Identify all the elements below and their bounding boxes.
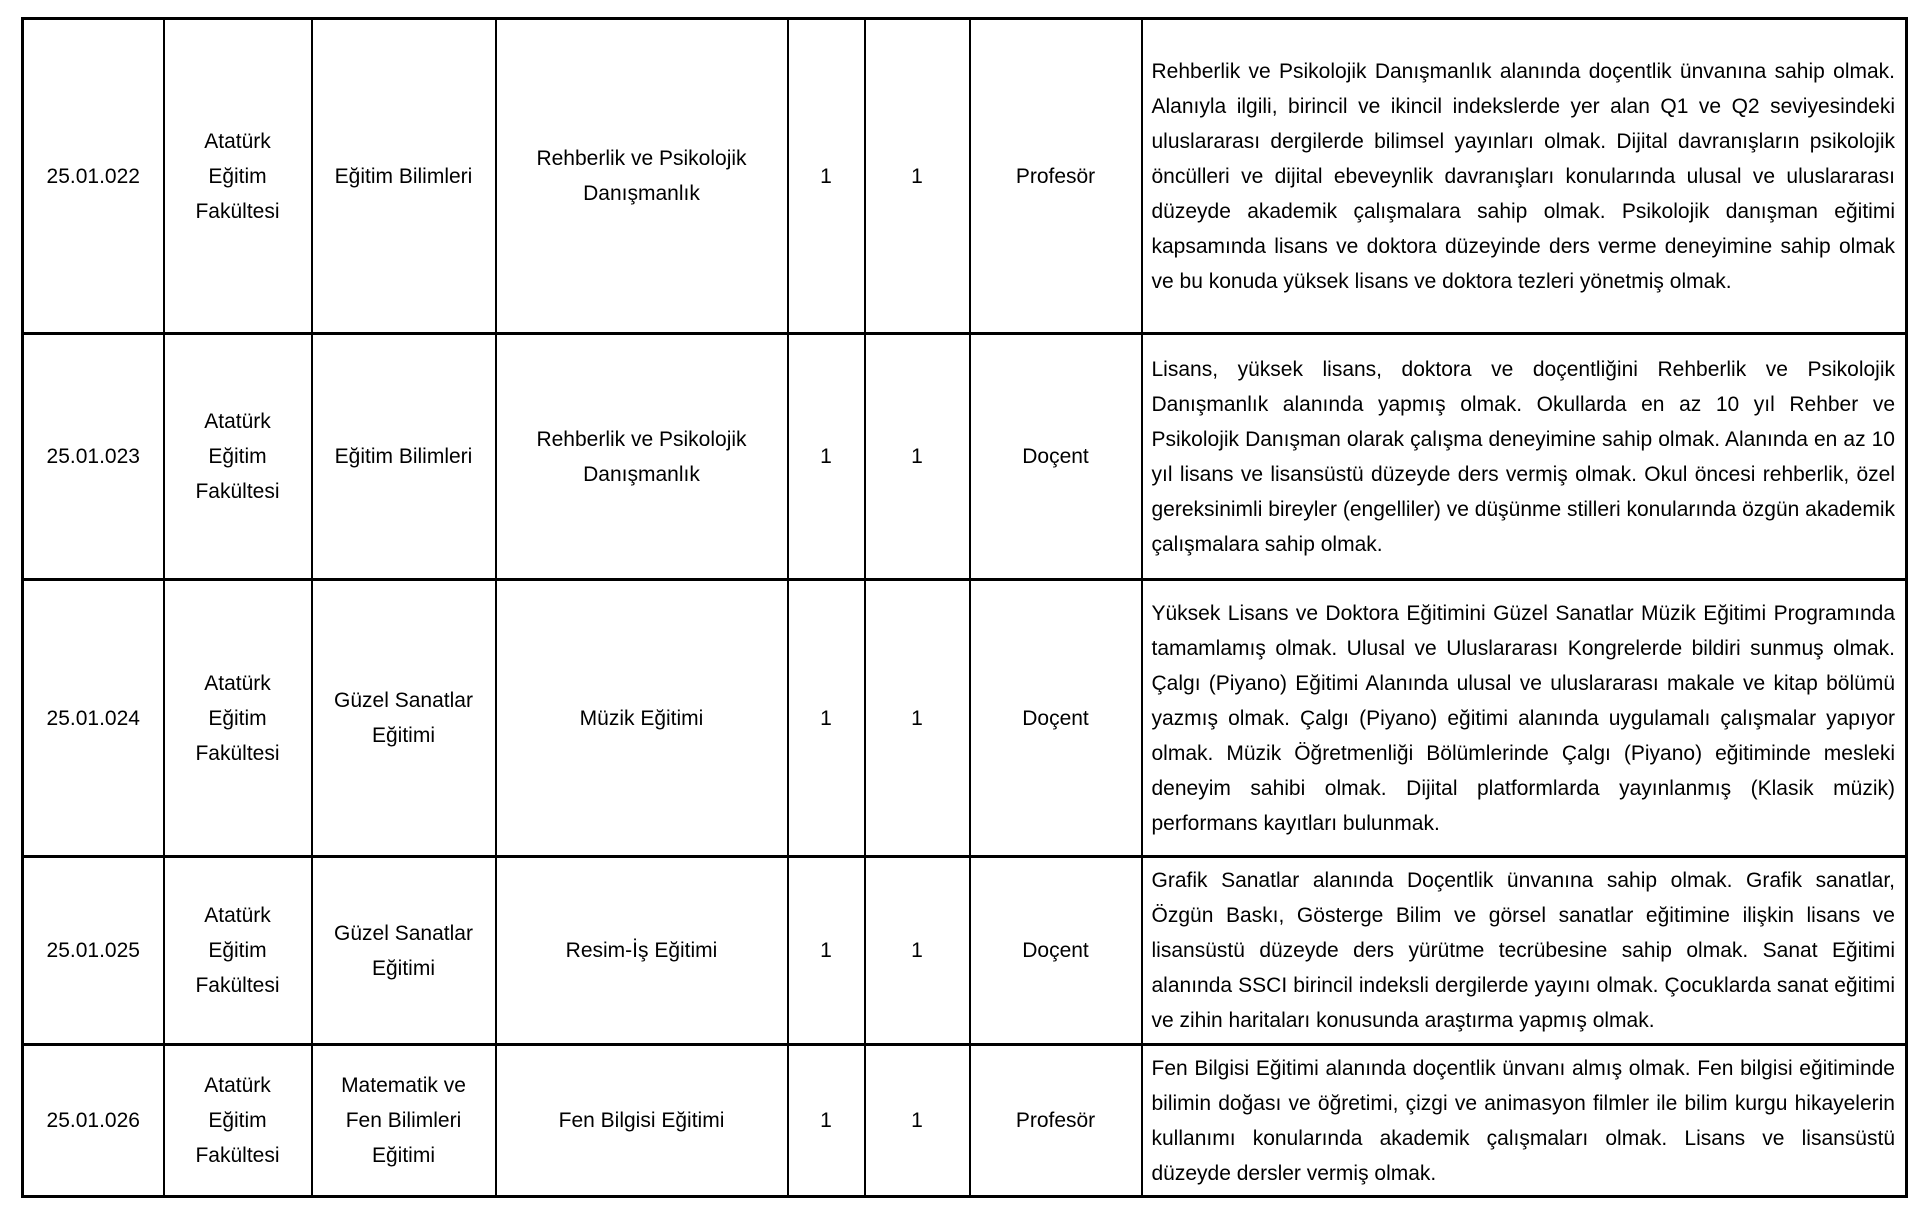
quota-count-cell: 1 (788, 857, 865, 1045)
requirements-cell: Rehberlik ve Psikolojik Danışmanlık alanında doçentlik ünvanına sahip olmak. Alanıyla ilgili, birincil ve ikincil indekslerde yer alan Q1 ve Q2 seviyesindeki uluslararası dergilerde bilimsel yayınları olmak. Dijital davranışların psikolojik öncülleri ve dijital ebeveynlik davranışları konularında ulusal ve uluslararası düzeyde akademik çalışmalara sahip olmak. Psikolojik danışman eğitimi kapsamında lisans ve doktora düzeyinde ders verme deneyimine sahip olmak ve bu konuda yüksek lisans ve doktora tezleri yönetmiş olmak. (1142, 19, 1907, 334)
announcement-code-cell: 25.01.026 (23, 1045, 164, 1197)
program-cell: Fen Bilgisi Eğitimi (496, 1045, 788, 1197)
table-row (23, 1045, 1907, 1197)
requirements-cell: Lisans, yüksek lisans, doktora ve doçentliğini Rehberlik ve Psikolojik Danışmanlık alanında yapmış olmak. Okullarda en az 10 yıl Rehber ve Psikolojik Danışman olarak çalışma deneyimine sahip olmak. Alanında en az 10 yıl lisans ve lisansüstü düzeyde ders vermiş olmak. Okul öncesi rehberlik, özel gereksinimli bireyler (engelliler) ve düşünme stilleri konularında özgün akademik çalışmalara sahip olmak. (1142, 334, 1907, 580)
department-cell: Eğitim Bilimleri (312, 19, 496, 334)
academic-title-cell: Profesör (970, 19, 1142, 334)
academic-title-cell: Doçent (970, 580, 1142, 857)
quota-count-cell: 1 (788, 334, 865, 580)
position-count-cell: 1 (865, 1045, 970, 1197)
academic-title-cell: Profesör (970, 1045, 1142, 1197)
requirements-cell: Yüksek Lisans ve Doktora Eğitimini Güzel Sanatlar Müzik Eğitimi Programında tamamlamış olmak. Ulusal ve Uluslararası Kongrelerde bildiri sunmuş olmak. Çalgı (Piyano) Eğitimi Alanında ulusal ve uluslararası makale ve kitap bölümü yazmış olmak. Çalgı (Piyano) eğitimi alanında uygulamalı çalışmalar yapıyor olmak. Müzik Öğretmenliği Bölümlerinde Çalgı (Piyano) eğitiminde mesleki deneyim sahibi olmak. Dijital platformlarda yayınlanmış (Klasik müzik) performans kayıtları bulunmak. (1142, 580, 1907, 857)
table-row (23, 19, 1907, 334)
program-cell: Rehberlik ve Psikolojik Danışmanlık (496, 19, 788, 334)
department-cell: Eğitim Bilimleri (312, 334, 496, 580)
faculty-cell: Atatürk Eğitim Fakültesi (164, 334, 312, 580)
position-count-cell: 1 (865, 580, 970, 857)
program-cell: Müzik Eğitimi (496, 580, 788, 857)
table-row (23, 580, 1907, 857)
positions-table (21, 17, 1908, 1198)
quota-count-cell: 1 (788, 580, 865, 857)
faculty-cell: Atatürk Eğitim Fakültesi (164, 19, 312, 334)
department-cell: Güzel Sanatlar Eğitimi (312, 857, 496, 1045)
table-row (23, 857, 1907, 1045)
table-row (23, 334, 1907, 580)
position-count-cell: 1 (865, 19, 970, 334)
academic-title-cell: Doçent (970, 857, 1142, 1045)
program-cell: Rehberlik ve Psikolojik Danışmanlık (496, 334, 788, 580)
department-cell: Güzel Sanatlar Eğitimi (312, 580, 496, 857)
faculty-cell: Atatürk Eğitim Fakültesi (164, 580, 312, 857)
faculty-cell: Atatürk Eğitim Fakültesi (164, 857, 312, 1045)
department-cell: Matematik ve Fen Bilimleri Eğitimi (312, 1045, 496, 1197)
announcement-code-cell: 25.01.022 (23, 19, 164, 334)
announcement-code-cell: 25.01.025 (23, 857, 164, 1045)
faculty-cell: Atatürk Eğitim Fakültesi (164, 1045, 312, 1197)
position-count-cell: 1 (865, 857, 970, 1045)
position-count-cell: 1 (865, 334, 970, 580)
quota-count-cell: 1 (788, 19, 865, 334)
requirements-cell: Grafik Sanatlar alanında Doçentlik ünvanına sahip olmak. Grafik sanatlar, Özgün Baskı, Gösterge Bilim ve görsel sanatlar eğitimine ilişkin lisans ve lisansüstü düzeyde ders yürütme tecrübesine sahip olmak. Sanat Eğitimi alanında SSCI birincil indeksli dergilerde yayını olmak. Çocuklarda sanat eğitimi ve zihin haritaları konusunda araştırma yapmış olmak. (1142, 857, 1907, 1045)
academic-title-cell: Doçent (970, 334, 1142, 580)
announcement-code-cell: 25.01.023 (23, 334, 164, 580)
program-cell: Resim-İş Eğitimi (496, 857, 788, 1045)
requirements-cell: Fen Bilgisi Eğitimi alanında doçentlik ünvanı almış olmak. Fen bilgisi eğitiminde bilimin doğası ve öğretimi, çizgi ve animasyon filmler ile bilim kurgu hikayelerin kullanımı konularında akademik çalışmaları olmak. Lisans ve lisansüstü düzeyde dersler vermiş olmak. (1142, 1045, 1907, 1197)
announcement-code-cell: 25.01.024 (23, 580, 164, 857)
quota-count-cell: 1 (788, 1045, 865, 1197)
